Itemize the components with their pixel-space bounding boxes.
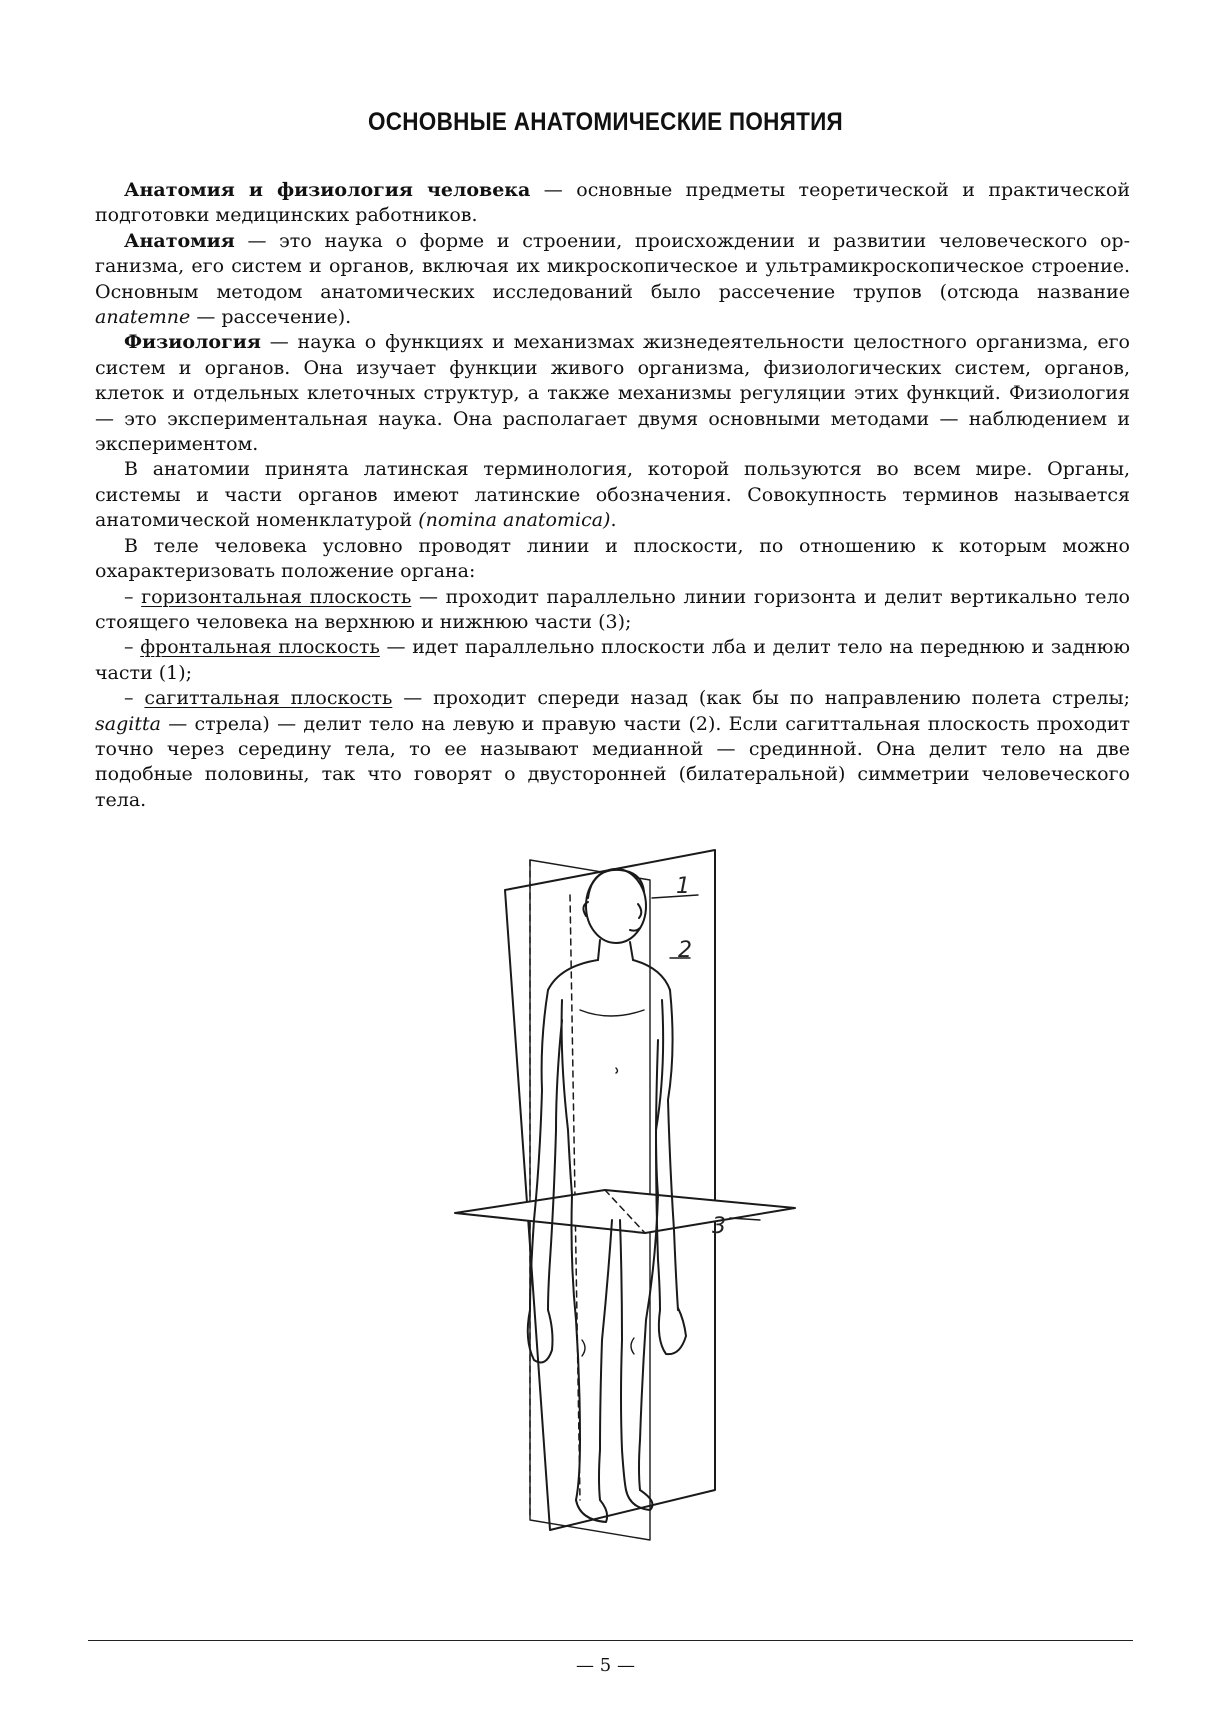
- term-sagittal-plane: сагиттальная плоскость: [144, 687, 393, 710]
- label-3-leader: [730, 1218, 760, 1220]
- figure-torso: [562, 1000, 664, 1195]
- term-frontal-plane: фронтальная плоскость: [140, 636, 380, 659]
- figure-feet: [576, 1490, 652, 1522]
- figure-left-arm: [530, 990, 562, 1310]
- paragraph-text: — наука о функциях и механизмах жизнедеятельности целостного организма, его систем и органов. Она изучает функции живого организма, физиологических систем, органов, клеток и отдельных клеточных структур, а также механизмы регуляции этих функций. Физиология — это экспериментальная наука. Она располагает двумя основными методами — наблюдением и экспериментом.: [95, 331, 1130, 456]
- paragraph-text: .: [610, 509, 617, 532]
- paragraph-text: — идет параллельно плоскости лба и делит тело на переднюю и заднюю части (1);: [95, 636, 1131, 684]
- paragraph-text: — это наука о форме и строении, происхождении и развитии человеческого организма, его систем и органов, включая их микроскопическое и ультрамикроскопическое строение. Основным методом анатомических исследований было рассечение трупов (отсюда название: [95, 229, 1130, 303]
- list-dash: –: [124, 687, 145, 710]
- latin-term: anatemne: [95, 306, 191, 329]
- paragraph-text: — стрела) — делит тело на левую и правую части (2). Если сагиттальная плоскость проходит точно через середину тела, то ее называют медианной — срединной. Она делит тело на две подобные половины, так что говорят о двусторонней (билатеральной) симметрии человеческого тела.: [95, 712, 1130, 811]
- term-bold: Физиология: [124, 331, 261, 354]
- anatomical-planes-figure: [430, 840, 830, 1560]
- figure-chest: [580, 1010, 644, 1073]
- list-dash: –: [124, 585, 142, 608]
- paragraph-terminology: [95, 457, 1130, 533]
- list-item-sagittal-plane: [95, 686, 1130, 813]
- paragraph-text: — основные предметы теоретической и практической подготовки медицинских работников.: [95, 179, 1130, 227]
- figure-shoulders: [548, 960, 670, 990]
- term-bold: Анатомия и физиология человека: [124, 179, 531, 201]
- list-dash: –: [124, 636, 141, 659]
- paragraph-anatomy-physiology: [95, 178, 1130, 229]
- page-number: — 5 —: [576, 1655, 635, 1676]
- paragraph-physiology: [95, 330, 1130, 457]
- list-item-horizontal-plane: [95, 585, 1130, 636]
- plane-label-3: 3: [712, 1214, 726, 1239]
- figure-right-hand: [659, 1308, 686, 1354]
- term-bold: Анатомия: [124, 229, 235, 252]
- latin-term: sagitta: [95, 712, 161, 735]
- page-title: ОСНОВНЫЕ АНАТОМИЧЕСКИЕ ПОНЯТИЯ: [367, 108, 844, 136]
- latin-term: (nomina anatomica): [418, 509, 611, 532]
- horizontal-plane: [455, 1190, 795, 1233]
- planes-illustration: [430, 840, 830, 1560]
- figure-knees: [582, 1338, 634, 1356]
- figure-left-leg: [572, 1195, 613, 1500]
- plane-label-1: 1: [676, 874, 690, 899]
- term-horizontal-plane: горизонтальная плоскость: [141, 585, 412, 608]
- paragraph-text: В теле человека условно проводят линии и плоскости, по отношению к которым можно охарактеризовать положение органа:: [95, 534, 1130, 583]
- paragraph-text: — проходит спереди назад (как бы по направлению полета стрелы;: [392, 687, 1130, 710]
- paragraph-text: В анатомии принята латинская терминология, которой пользуются во всем мире. Органы, системы и части органов имеют латинские обозначения. Совокупность терминов называется анатомической номенклатурой: [95, 458, 1130, 532]
- label-1-leader: [652, 895, 698, 898]
- footer-divider: [88, 1640, 1133, 1641]
- paragraph-text: — рассечение).: [190, 306, 352, 329]
- paragraph-anatomy: [95, 229, 1130, 331]
- paragraph-text: — проходит параллельно линии горизонта и делит вертикально тело стоящего человека на верхнюю и нижнюю части (3);: [95, 585, 1130, 633]
- body-text: [95, 178, 1130, 813]
- plane-label-2: 2: [678, 938, 692, 963]
- paragraph-planes-intro: [95, 534, 1130, 585]
- figure-right-leg: [620, 1195, 658, 1490]
- figure-right-arm: [656, 990, 678, 1310]
- list-item-frontal-plane: [95, 635, 1130, 686]
- figure-left-hand: [528, 1310, 553, 1362]
